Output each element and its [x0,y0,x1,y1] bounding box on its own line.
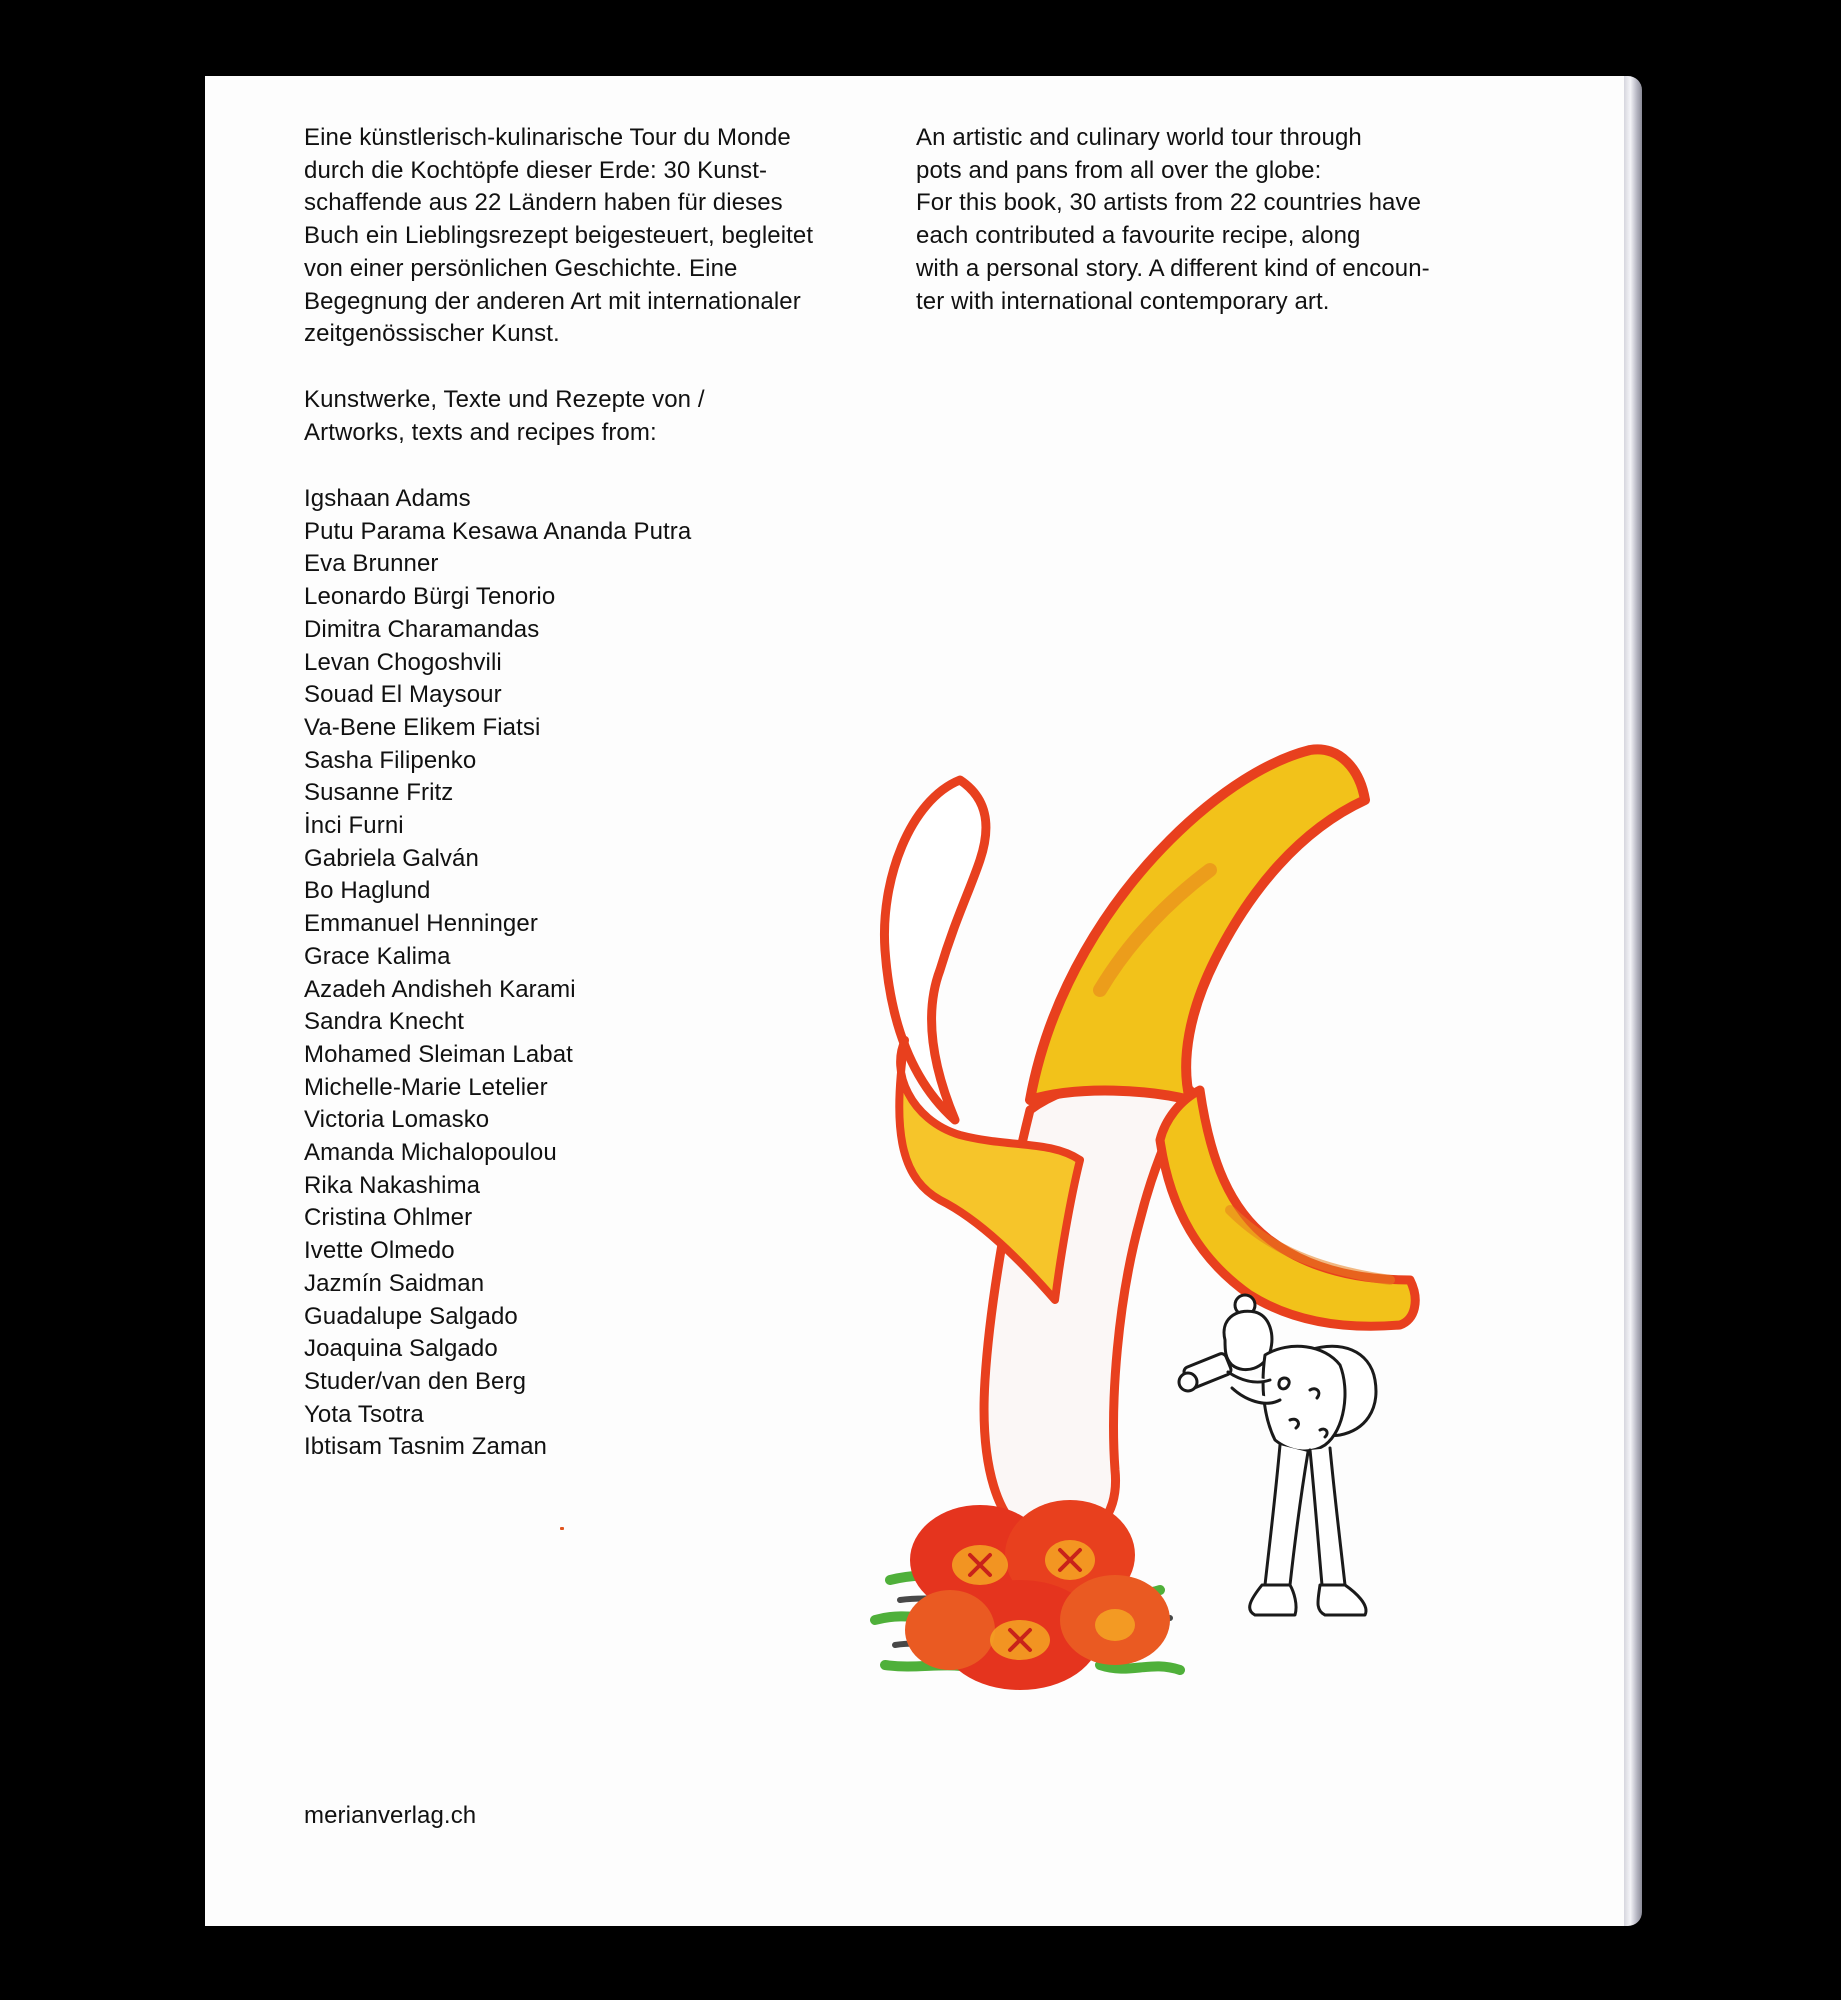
artist-name: Yota Tsotra [304,1400,424,1428]
artist-name: Souad El Maysour [304,681,502,709]
artist-name: Gabriela Galván [304,844,479,872]
print-speck [560,1527,564,1530]
cover-illustration [870,740,1430,1730]
german-intro-line: schaffende aus 22 Ländern haben für dieses [304,189,783,217]
artist-name: Dimitra Charamandas [304,615,540,643]
german-intro-line: Buch ein Lieblingsrezept beigesteuert, begleitet [304,222,814,250]
english-intro-line: pots and pans from all over the globe: [916,156,1322,184]
artist-name: Eva Brunner [304,550,439,578]
english-intro-line: each contributed a favourite recipe, along [916,222,1361,250]
artist-name: Ibtisam Tasnim Zaman [304,1433,547,1461]
english-intro-text [916,122,1430,318]
artist-name: Studer/van den Berg [304,1367,527,1395]
artist-name: Putu Parama Kesawa Ananda Putra [304,517,692,545]
english-intro-line: ter with international contemporary art. [916,287,1330,315]
artist-name: Va-Bene Elikem Fiatsi [304,713,541,741]
english-intro-line: For this book, 30 artists from 22 countries have [916,189,1422,217]
artist-name: Sandra Knecht [304,1008,465,1036]
artist-name: Leonardo Bürgi Tenorio [304,583,556,611]
artist-name: Ivette Olmedo [304,1237,455,1265]
book-spine-edge [1624,76,1642,1926]
german-intro-line: durch die Kochtöpfe dieser Erde: 30 Kunst- [304,156,768,184]
artist-name: Emmanuel Henninger [304,910,538,938]
artist-name: Susanne Fritz [304,779,454,807]
photographer-figure-illustration [1179,1295,1376,1615]
artist-name: Guadalupe Salgado [304,1302,518,1330]
artist-name: Mohamed Sleiman Labat [304,1040,573,1068]
german-intro-line: von einer persönlichen Geschichte. Eine [304,254,738,282]
artist-name: Jazmín Saidman [304,1269,485,1297]
artist-name: Joaquina Salgado [304,1335,498,1363]
contributors-heading-line: Artworks, texts and recipes from: [304,418,657,446]
artist-name: Michelle-Marie Letelier [304,1073,548,1101]
artist-name: İnci Furni [304,812,404,840]
artist-name: Igshaan Adams [304,485,471,512]
artist-list [304,483,691,1464]
german-intro-text [304,122,813,351]
artist-name: Victoria Lomasko [304,1106,490,1134]
artist-name: Amanda Michalopoulou [304,1139,557,1167]
artist-name: Bo Haglund [304,877,431,905]
fried-plantains-illustration [875,1500,1180,1690]
artist-name: Levan Chogoshvili [304,648,502,676]
publisher-website: merianverlag.ch [304,1802,477,1829]
german-intro-line: zeitgenössischer Kunst. [304,320,560,348]
artist-name: Cristina Ohlmer [304,1204,473,1232]
contributors-heading [304,384,705,449]
artist-name: Azadeh Andisheh Karami [304,975,576,1003]
artist-name: Rika Nakashima [304,1171,481,1199]
english-intro-line: An artistic and culinary world tour through [916,124,1362,151]
english-intro-line: with a personal story. A different kind of encoun- [916,254,1430,282]
contributors-heading-line: Kunstwerke, Texte und Rezepte von / [304,386,705,413]
german-intro-line: Begegnung der anderen Art mit internationaler [304,287,801,315]
artist-name: Grace Kalima [304,942,451,970]
german-intro-line: Eine künstlerisch-kulinarische Tour du Monde [304,124,791,151]
artist-name: Sasha Filipenko [304,746,477,774]
